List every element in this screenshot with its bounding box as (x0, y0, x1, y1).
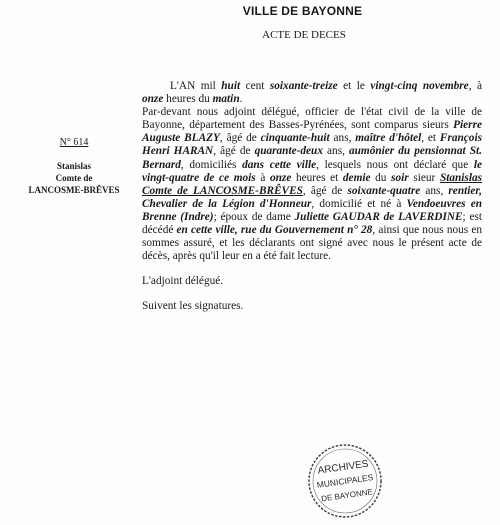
stamp-line-3: DE BAYONNE (320, 487, 374, 504)
stamp-line-2: MUNICIPALES (316, 472, 374, 490)
act-title: ACTE DE DECES (262, 29, 346, 41)
deputy-signature-line: L'adjoint délégué. (142, 275, 224, 288)
city-title: VILLE DE BAYONNE (242, 4, 363, 18)
declaration-paragraph: Par-devant nous adjoint délégué, officier de l'état civil de la ville de Bayonne, département des Basses-Pyrénées, sont comparus sieurs Pierre Auguste BLAZY, âgé de cinquante-huit ans, maître d'hôtel, et François Henri HARAN, âgé de quarante-deux ans, aumônier du pensionnat St. Bernard, domiciliés dans cette ville, lesquels nous ont déclaré que le vingt-quatre de ce mois à onze heures et demie du soir sieur Stanislas Comte de LANCOSME-BRÊVES, âgé de soixante-quatre ans, rentier, Chevalier de la Légion d'Honneur, domicilié et né à Vendoeuvres en Brenne (Indre); époux de dame Juliette GAUDAR de LAVERDINE; est décédé en cette ville, rue du Gouvernement n° 28, ainsi que nous nous en sommes assuré, et les déclarants ont signé avec nous le présent acte de décès, après qu'il leur en a été fait lecture. (142, 106, 483, 263)
stamp-line-1: ARCHIVES (317, 458, 370, 477)
signatures-line: Suivent les signatures. (142, 300, 244, 313)
deceased-margin-name: Stanislas Comte de LANCOSME-BRÊVES (28, 161, 120, 195)
act-body (142, 80, 482, 314)
deceased-name: Stanislas Comte de LANCOSME-BRÊVES (142, 171, 483, 197)
archives-stamp-icon (306, 442, 384, 520)
act-number: N° 614 (59, 137, 89, 148)
date-paragraph: L'AN mil huit cent soixante-treize et le vingt-cinq novembre, à onze heures du matin. (142, 80, 483, 106)
